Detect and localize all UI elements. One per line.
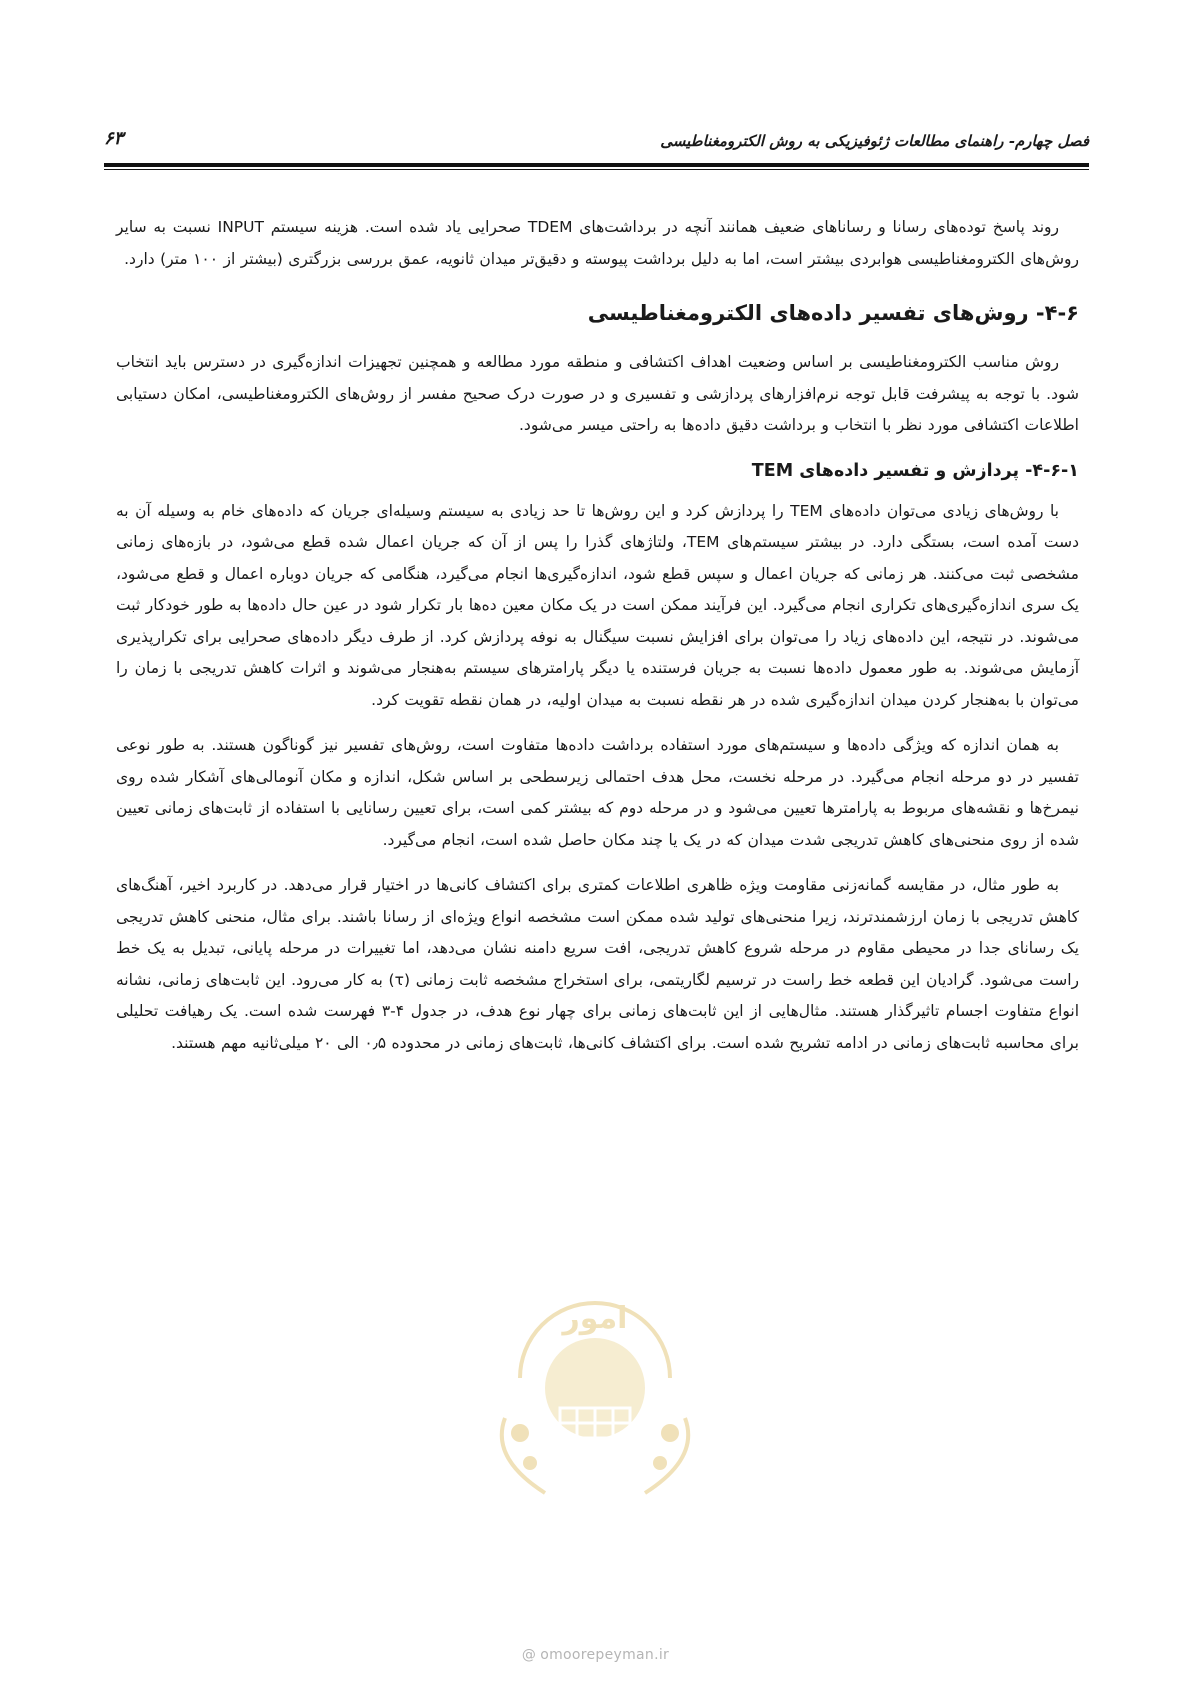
watermark-seal-logo: [450, 1268, 740, 1518]
running-header: [104, 128, 1089, 162]
body-paragraph: روش مناسب الکترومغناطیسی بر اساس وضعیت اهداف اکتشافی و منطقه مورد مطالعه و همچنین تجهیزات اندازه‌گیری در دسترس باید انتخاب شود. با توجه به پیشرفت قابل توجه نرم‌افزارهای پردازشی و تفسیری و در صورت درک صحیح مفسر از روش‌های الکترومغناطیسی، امکان دستیابی اطلاعات اکتشافی مورد نظر با انتخاب و برداشت دقیق داده‌ها به راحتی میسر می‌شود.: [116, 353, 1079, 434]
watermark-url: [0, 1647, 1191, 1663]
watermark-url-text: omoorepeyman.ir: [540, 1647, 670, 1663]
at-icon: @: [521, 1647, 537, 1663]
body-paragraph: روند پاسخ توده‌های رسانا و رساناهای ضعیف همانند آنچه در برداشت‌های TDEM صحرایی یاد شده است. هزینه سیستم INPUT نسبت به سایر روش‌های الکترومغناطیسی هوابردی بیشتر است، اما به دلیل برداشت پیوسته و دقیق‌تر میدان ثانویه، عمق بررسی بزرگتری (بیشتر از ۱۰۰ متر) دارد.: [116, 218, 1079, 268]
svg-text:امور: امور: [562, 1301, 628, 1336]
page-number: ۶۳: [104, 128, 124, 149]
body-paragraph: به همان اندازه که ویژگی داده‌ها و سیستم‌های مورد استفاده برداشت داده‌ها متفاوت است، روش‌های تفسیر نیز گوناگون هستند. به طور نوعی تفسیر در دو مرحله انجام می‌گیرد. در مرحله نخست، محل هدف احتمالی زیرسطحی بر اساس شکل، اندازه و مکان آنومالی‌های آشکار شده روی نیمرخ‌ها و نقشه‌های مربوط به پارامترها تعیین می‌شود و در مرحله دوم که بیشتر کمی است، برای تعیین رسانایی با استفاده از ثابت‌های زمانی تعیین شده از روی منحنی‌های کاهش تدریجی شدت میدان که در یک یا چند مکان حاصل شده است، انجام می‌گیرد.: [116, 736, 1079, 849]
chapter-title: فصل چهارم- راهنمای مطالعات ژئوفیزیکی به روش الکترومغناطیسی: [660, 132, 1089, 150]
page-body: [116, 212, 1079, 1073]
subsection-heading: ۴-۶-۱- پردازش و تفسیر داده‌های TEM: [751, 460, 1079, 481]
body-paragraph: به طور مثال، در مقایسه گمانه‌زنی مقاومت ویژه ظاهری اطلاعات کمتری برای اکتشاف کانی‌ها در اختیار قرار می‌دهد. در کاربرد اخیر، آهنگ‌های کاهش تدریجی با زمان ارزشمندترند، زیرا منحنی‌های تولید شده ممکن است مشخصه انواع ویژه‌ای از رسانا باشند. برای مثال، منحنی کاهش تدریجی یک رسانای جدا در محیطی مقاوم در مرحله شروع کاهش تدریجی، افت سریع دامنه نشان می‌دهد، اما تغییرات در مرحله پایانی، تبدیل به یک خط راست می‌شود. گرادیان این قطعه خط راست در ترسیم لگاریتمی، برای استخراج مشخصه ثابت زمانی (τ) به کار می‌رود. این ثابت‌های زمانی، نشانه انواع متفاوت اجسام تاثیرگذار هستند. مثال‌هایی از این ثابت‌های زمانی برای چهار نوع هدف، در جدول ۴-۳ فهرست شده است. یک رهیافت تحلیلی برای محاسبه ثابت‌های زمانی در ادامه تشریح شده است. برای اکتشاف کانی‌ها، ثابت‌های زمانی در محدوده ۰٫۵ الی ۲۰ میلی‌ثانیه مهم هستند.: [116, 876, 1079, 1052]
body-paragraph: با روش‌های زیادی می‌توان داده‌های TEM را پردازش کرد و این روش‌ها تا حد زیادی به سیستم وسیله‌ای جریان که داده‌های خام به وسیله آن به دست آمده است، بستگی دارد. در بیشتر سیستم‌های TEM، ولتاژهای گذرا را پس از آن که جریان اعمال شده قطع می‌شود، در بازه‌های زمانی مشخصی ثبت می‌کنند. هر زمانی که جریان اعمال و سپس قطع شود، اندازه‌گیری‌ها انجام می‌گیرد، هنگامی که جریان دوباره اعمال و قطع می‌شود، یک سری اندازه‌گیری‌های تکراری انجام می‌گیرد. این فرآیند ممکن است در یک مکان معین ده‌ها بار تکرار شود در عین حال داده‌ها به طور خودکار ثبت می‌شوند. در نتیجه، این داده‌های زیاد را می‌توان برای افزایش نسبت سیگنال به نوفه پردازش کرد. از طرف دیگر داده‌های صحرایی برای تکرارپذیری آزمایش می‌شوند. به طور معمول داده‌ها نسبت به جریان فرستنده یا دیگر پارامترهای سیستم به‌هنجار می‌شوند و اثرات کاهش تدریجی با زمان را می‌توان با به‌هنجار کردن میدان اندازه‌گیری شده در هر نقطه نسبت به میدان اولیه، در همان نقطه تقویت کرد.: [116, 501, 1080, 709]
header-rule: [104, 163, 1089, 167]
header-rule-thin: [104, 169, 1089, 170]
section-heading: ۴-۶- روش‌های تفسیر داده‌های الکترومغناطیسی: [587, 301, 1079, 325]
